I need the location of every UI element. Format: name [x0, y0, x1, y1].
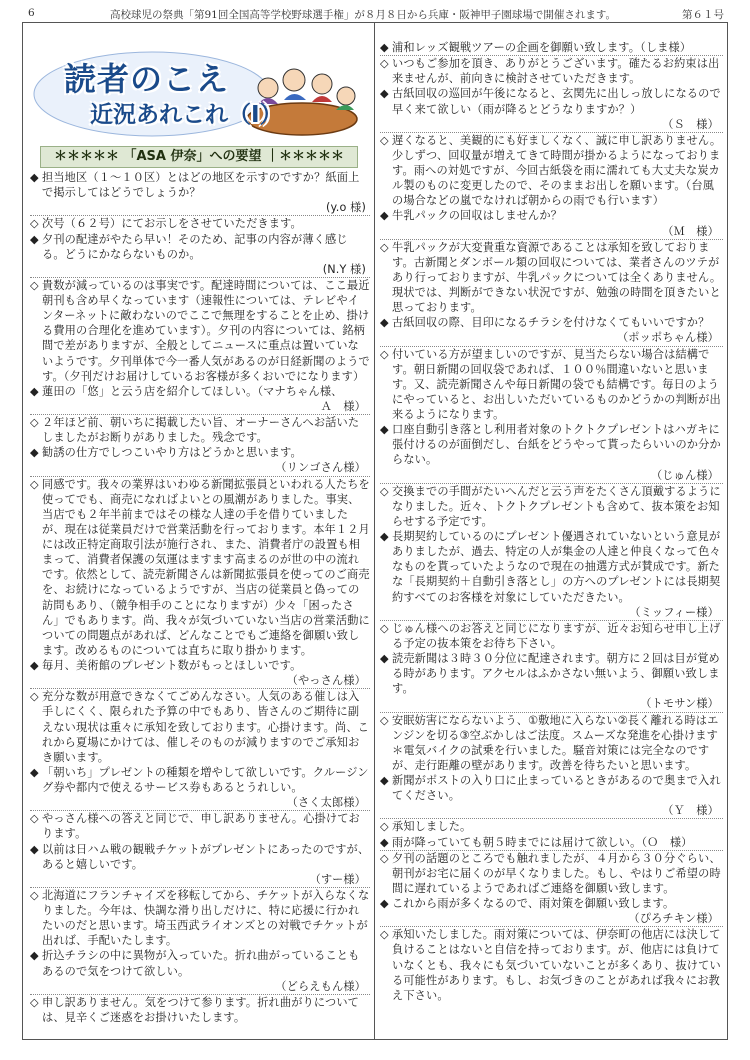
reader-question	[30, 232, 370, 278]
store-reply	[380, 927, 723, 1003]
entry-signature: （やっさん様）	[286, 674, 366, 688]
store-reply	[30, 278, 370, 384]
entry-text: いつもご参加を頂き、ありがとうございます。確たるお約束は出来ませんが、前向きに検討させていただきます。	[392, 57, 720, 86]
entry-text: 担当地区（１〜１０区）とはどの地区を示すのですか？紙面上で掲示してはどうでしょうか？	[42, 171, 360, 200]
store-reply	[30, 888, 370, 949]
entry-text: これから雨が多くなるので、雨対策を御願い致します。	[392, 897, 675, 910]
entry-signature: （Ｙ 様）	[662, 804, 719, 818]
entry-text: ２年ほど前、朝いちに掲載したい旨、オーナーさんへお話いたしましたがお断りがありました。残念です。	[42, 416, 360, 445]
entry-text: 牛乳パックの回収はしませんか？	[392, 209, 563, 223]
banner-title: 読者のこえ	[64, 60, 230, 98]
store-reply	[380, 484, 723, 529]
bullet-marker: ◇	[380, 57, 389, 71]
entry-text: 安眠妨害にならないよう、①敷地に入らない②長く離れる時はエンジンを切る③空ぶかしはご法度。スムーズな発進を心掛けます＊電気バイクの試乗を行いました。騒音対策には完全なのですが、走行距離の壁があります。改善を待ちたいと思います。	[392, 713, 719, 772]
bullet-marker: ◆	[380, 316, 389, 330]
entry-signature: （トモサン様）	[640, 697, 719, 711]
bullet-marker: ◇	[380, 484, 389, 498]
entry-text: 蓮田の「悠」と云う店を紹介してほしい。（マナちゃん様、	[42, 384, 343, 398]
store-reply	[380, 819, 723, 834]
reader-question	[30, 842, 370, 888]
left-column	[30, 170, 370, 1025]
store-reply	[30, 415, 370, 445]
entry-text: 交換までの手間がたいへんだと云う声をたくさん頂戴するようになりました。近々、トクトクプレゼントも含めて、抜本策をお知らせする予定です。	[392, 484, 721, 528]
entry-text: 充分な数が用意できなくてごめんなさい。人気のある催しは入手しにくく、限られた予算の中でもあり、皆さんのご期待に副えない現状は重々に承知を致しております。心掛けます。尚、これから夏場にかけては、催しそのものが減りますのでご承知おき願います。	[42, 690, 369, 764]
entry-text: 同感です。我々の業界はいわゆる新聞拡張員といわれる人たちを使ってでも、商売になればよいとの風潮がありました。事実、当店でも２年半前まではその様な人達の手を借りていましたが、現在は従業員だけで営業活動を行っております。本年１２月には改正特定商取引法が施行され、また、消費者庁の設置も相まって、消費者保護の気運はますます高まるのが世の中の流れです。依然として、読売新聞さんは新聞拡張員を使ってのご商売を、お続けになっているようですが、当店の従業員と偽っての訪問もあり、（競争相手のことになりますが）少々「困ったさん」でもあります。尚、我々が気づいていない当店の営業活動についての問題点があれば、どんなことでもご連絡を御願い致します。改めるものについては直ちに取り掛かります。	[42, 477, 370, 657]
store-reply	[30, 216, 370, 231]
store-reply	[380, 133, 723, 209]
entry-signature: （すー様）	[309, 872, 366, 886]
reader-question	[30, 445, 370, 476]
reader-question	[30, 948, 370, 994]
reader-question	[30, 765, 370, 811]
bullet-marker: ◆	[30, 949, 39, 963]
entry-text: 読売新聞は３時３０分位に配達されます。朝方に２回は目が覚める時があります。アクセルはふかさない無いよう、御願い致します。	[392, 652, 720, 696]
reader-question	[380, 773, 723, 819]
entry-text: 夕刊の配達がやたら早い！そのため、記事の内容が薄く感じる。どうにかならないものか。	[42, 232, 348, 261]
reader-question	[380, 529, 723, 621]
store-reply	[380, 621, 723, 651]
section-title: ＊＊＊＊＊ 「ASA 伊奈」への要望 ｜＊＊＊＊＊	[40, 146, 358, 168]
entry-text: 次号（６２号）にてお示しをさせていただきます。	[42, 217, 302, 231]
bullet-marker: ◆	[380, 774, 389, 787]
entry-signature: （リンゴさん様）	[275, 461, 366, 475]
entry-text: 承知しました。	[392, 820, 472, 834]
store-reply	[380, 713, 723, 774]
entry-signature: (y.o 様)	[326, 201, 366, 215]
bullet-marker: ◆	[380, 530, 389, 543]
bullet-marker: ◇	[380, 133, 389, 147]
bullet-marker: ◇	[30, 278, 39, 292]
entry-signature: （ミッフィー様）	[629, 605, 719, 619]
bullet-marker: ◇	[380, 240, 389, 254]
store-reply	[30, 995, 370, 1025]
reader-question	[380, 422, 723, 484]
reader-question	[30, 658, 370, 689]
store-reply	[30, 811, 370, 841]
store-reply	[380, 56, 723, 86]
entry-text: 古紙回収の際、目印になるチラシを付けなくてもいいですか？	[392, 316, 710, 330]
bullet-marker: ◆	[30, 232, 39, 246]
header-text: 高校球児の祭典「第91回全国高等学校野球選手権」が８月８日から兵庫・阪神甲子園球場で開催されます。	[110, 9, 617, 21]
bullet-marker: ◇	[30, 477, 39, 491]
reader-question	[380, 40, 723, 56]
entry-text: 口座自動引き落とし利用者対象のトクトクプレゼントはハガキに張付けるのが面倒だし、台紙をどうやって貰ったらいいのか分からない。	[392, 423, 721, 467]
bullet-marker: ◆	[380, 209, 389, 223]
entry-text: 夕刊の話題のところでも触れましたが、４月から３０分ぐらい、朝刊がお宅に届くのが早くなりました。もし、やはりご希望の時間に遅れているようであればご連絡を御願い致します。	[392, 851, 721, 895]
entry-text: 浦和レッズ観戦ツアーの企画を御願い致します。（しま様）	[392, 41, 692, 54]
bullet-marker: ◆	[380, 897, 389, 910]
entry-text: じゅん様へのお答えと同じになりますが、近々お知らせ申し上げる予定の抜本策をお待ち下さい。	[392, 621, 721, 650]
entry-text: 以前は日ハム戦の観戦チケットがプレゼントにあったのですが、あると嬉しいです。	[42, 842, 370, 871]
entry-text: 古紙回収の巡回が午後になると、玄関先に出しっ放しになるので早く来て欲しい（雨が降るとどうなりますか？）	[392, 87, 721, 116]
bullet-marker: ◇	[30, 888, 39, 902]
bullet-marker: ◆	[30, 765, 39, 779]
entry-text: 勧誘の仕方でしつこいやり方はどうかと思います。	[42, 446, 302, 460]
store-reply	[30, 689, 370, 765]
bullet-marker: ◇	[30, 995, 39, 1009]
entry-signature: （どらえもん様）	[275, 979, 366, 993]
entry-signature: （さく太郎様）	[286, 796, 366, 810]
bullet-marker: ◆	[380, 652, 389, 665]
bullet-marker: ◆	[380, 41, 389, 54]
bullet-marker: ◇	[30, 812, 39, 826]
bullet-marker: ◆	[30, 446, 39, 460]
entry-text: 毎月、美術館のプレゼント数がもっとほしいです。	[42, 659, 302, 672]
bullet-marker: ◇	[380, 621, 389, 635]
title-banner	[32, 44, 368, 144]
entry-text: 新聞がポストの入り口に止まっているときがあるので奥まで入れてください。	[392, 774, 721, 803]
entry-text: 貴数が減っているのは事実です。配達時間については、ここ最近朝刊も含め早くなっています（速報性については、テレビやインターネットに敵わないのでここで無理をすることを止め、掛ける費用の合理化を進めています）。夕刊の内容については、銘柄間で差がありますが、全般としてニュースに重点は置いていないようです。夕刊単体で今一番人気があるのが日経新聞のようです。（夕刊だけお届けしているお客様が多くおいでになります）	[42, 278, 370, 383]
store-reply	[380, 851, 723, 896]
entry-text: 折込チラシの中に異物が入っていた。折れ曲がっていることもあるので気をつけて欲しい。	[42, 949, 360, 978]
column-divider	[374, 22, 375, 1040]
right-column	[380, 40, 723, 1003]
reader-question	[380, 86, 723, 132]
bullet-marker: ◆	[30, 171, 39, 184]
banner-subtitle: 近況あれこれ（Ⅰ）	[90, 102, 283, 128]
bullet-marker: ◆	[30, 659, 39, 672]
reader-question	[380, 651, 723, 713]
reader-question	[380, 896, 723, 927]
bullet-marker: ◇	[380, 820, 389, 834]
entry-signature: （ポッポちゃん様）	[616, 331, 719, 345]
bullet-marker: ◇	[30, 690, 39, 704]
entry-signature: (N.Y 様)	[322, 262, 366, 276]
page-number: 6	[28, 7, 35, 19]
store-reply	[30, 477, 370, 659]
bullet-marker: ◇	[380, 347, 389, 361]
bullet-marker: ◇	[380, 928, 389, 942]
entry-signature: （Ｍ 様）	[662, 224, 719, 238]
entry-signature: （Ｓ 様）	[662, 117, 719, 131]
bullet-marker: ◇	[30, 217, 39, 231]
bullet-marker: ◆	[30, 842, 39, 856]
entry-text: 「朝いち」プレゼントの種類を増やして欲しいです。クルージング券や都内で使えるサービス券もあるとうれしい。	[42, 765, 369, 794]
reader-question	[380, 835, 723, 851]
entry-text: やっさん様への答えと同じで、申し訳ありません。心掛けております。	[42, 812, 360, 841]
bullet-marker: ◇	[380, 713, 389, 727]
entry-signature: （じゅん様）	[650, 468, 719, 482]
entry-text: 北海道にフランチャイズを移転してから、チケットが入らなくなりました。今年は、快調な滑り出しだけに、特に応援に行かれたいのだと思います。埼玉西武ライオンズとの対戦でチケットが出れば、手配いたします。	[42, 888, 370, 948]
entry-text: 遅くなると、美観的にも好ましくなく、誠に申し訳ありません。少しずつ、回収量が増えてきて時間が掛かるようになっております。雨への対処ですが、今回古紙袋を雨に濡れても大丈夫な炭カル製のものに変更したので、そのままお出しを願います。（台風の場合などの嵐でなければ朝からの雨でも行います）	[392, 133, 722, 208]
bullet-marker: ◆	[380, 87, 389, 101]
entry-text: 長期契約しているのにプレゼント優遇されていないという意見がありましたが、過去、特定の人が集金の人達と仲良くなって色々なものを貰っていたようなので現在の抽選方式が賛成です。新たな「長期契約＋自動引き落とし」の方へのプレゼントには長期契約すべてのお客様を対象にしていただきたい。	[392, 530, 721, 604]
page-header	[22, 4, 728, 22]
bullet-marker: ◆	[380, 835, 389, 849]
bullet-marker: ◆	[30, 384, 39, 398]
store-reply	[380, 347, 723, 423]
reader-question	[380, 208, 723, 239]
entry-text: 雨が降っていても朝５時までには届けて欲しい。（Ｏ 様）	[392, 835, 693, 849]
bullet-marker: ◇	[380, 851, 389, 865]
store-reply	[380, 240, 723, 316]
entry-signature: Ａ 様）	[320, 399, 366, 413]
issue-number: 第６１号	[682, 9, 724, 21]
reader-question	[30, 384, 370, 415]
bullet-marker: ◆	[380, 423, 389, 437]
entry-text: 付いている方が望ましいのですが、見当たらない場合は結構です。朝日新聞の回収袋であれば、１００％間違いないと思います。又、読売新聞さんや毎日新聞の袋でも結構です。毎日のようにやっていると、お出しいただいているものかどうかの判断が出来るようになります。	[392, 347, 721, 421]
entry-text: 牛乳パックが大変貴重な資源であることは承知を致しております。古新聞とダンボール類の回収については、業者さんのツテがあり行っておりますが、牛乳パックについては全くありません。現状では、判断ができない状況ですが、勉強の時間を頂きたいと思っております。	[392, 240, 722, 315]
entry-signature: （ぴろチキン様）	[628, 912, 719, 926]
reader-question	[380, 315, 723, 346]
entry-text: 承知いたしました。雨対策については、伊奈町の他店には決して負けることはないと自信を持っております。が、他店には負けていなくとも、我々にも気づいていないことが多くあり、抜けている可能性があります。もし、お気づきのことがあれば我々にお教え下さい。	[392, 928, 721, 1002]
bullet-marker: ◇	[30, 416, 39, 429]
entry-text: 申し訳ありません。気をつけて参ります。折れ曲がりについては、見辛くご迷惑をお掛けいたします。	[42, 995, 360, 1024]
reader-question	[30, 170, 370, 216]
